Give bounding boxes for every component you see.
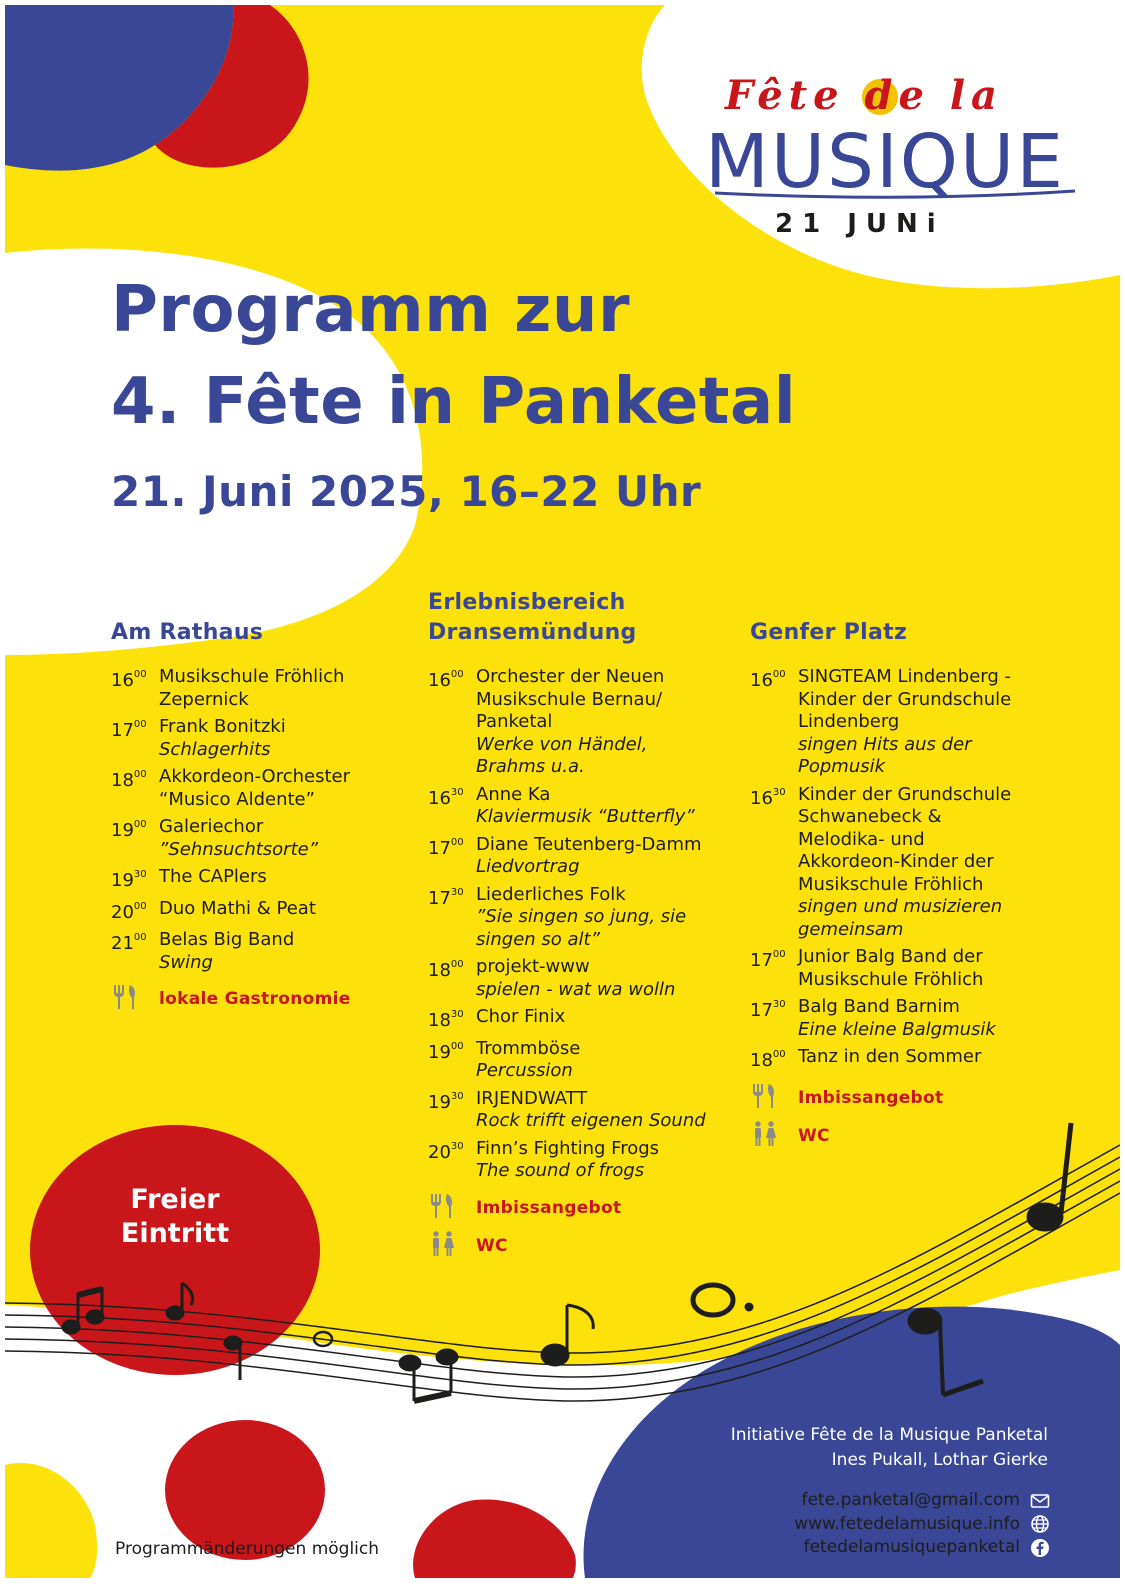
entry-minutes: 30 <box>450 1090 464 1102</box>
entry-minutes: 30 <box>450 1140 464 1152</box>
cutlery-icon <box>111 984 159 1014</box>
performer-description: Percussion <box>476 1060 573 1081</box>
amenity-row <box>111 986 441 1012</box>
program-entry <box>750 946 1080 991</box>
entry-time <box>750 996 798 1041</box>
entry-minutes: 30 <box>772 786 786 798</box>
entry-minutes: 00 <box>450 836 464 848</box>
entry-hour: 16 <box>750 787 773 809</box>
program-entry <box>111 716 441 761</box>
entry-body <box>476 956 758 1001</box>
column-heading <box>428 588 758 648</box>
program-list <box>750 666 1080 1149</box>
toilet-icon <box>428 1231 476 1261</box>
performer-name: The CAPlers <box>159 866 267 887</box>
entry-hour: 18 <box>111 770 134 791</box>
toilet-icon <box>750 1121 798 1151</box>
performer-name: Musikschule Fröhlich <box>159 666 345 687</box>
entry-minutes: 00 <box>133 669 147 680</box>
program-entry <box>750 666 1080 779</box>
entry-time <box>111 766 159 811</box>
performer-name: Finn’s Fighting Frogs <box>476 1137 660 1159</box>
entry-minutes: 00 <box>450 669 464 680</box>
facebook-icon <box>1030 1538 1050 1558</box>
program-list <box>428 666 758 1259</box>
performer-name: Balg Band Barnim <box>798 996 960 1017</box>
column-heading-line: Erlebnisbereich <box>428 590 626 615</box>
entry-time <box>111 666 159 711</box>
entry-time <box>750 784 798 942</box>
performer-name: Lindenberg <box>798 711 900 732</box>
title-line-2: 4. Fête in Panketal <box>111 365 797 439</box>
entry-hour: 17 <box>428 887 451 909</box>
program-entry <box>428 666 758 779</box>
program-entry <box>750 784 1080 942</box>
performer-description: Werke von Händel, <box>476 733 648 755</box>
program-entry <box>750 1046 1080 1073</box>
entry-hour: 19 <box>428 1041 451 1063</box>
performer-name: “Musico Aldente” <box>159 788 315 810</box>
performer-name: IRJENDWATT <box>476 1087 588 1109</box>
globe-icon <box>1030 1514 1050 1534</box>
performer-name: Akkordeon-Kinder der <box>798 851 994 872</box>
performer-description: Klaviermusik “Butterfly” <box>476 806 695 827</box>
quarter-note-1 <box>224 1336 242 1380</box>
entry-body <box>476 1038 758 1083</box>
entry-minutes: 00 <box>772 669 786 680</box>
entry-time <box>428 784 476 829</box>
performer-description: Schlagerhits <box>159 738 271 760</box>
entry-time <box>111 898 159 925</box>
entry-minutes: 00 <box>772 949 786 960</box>
program-entry <box>428 784 758 829</box>
performer-description: singen und musizieren <box>798 896 1003 917</box>
entry-body <box>798 996 1080 1041</box>
entry-body <box>476 1088 758 1133</box>
performer-name: Musikschule Fröhlich <box>798 873 984 895</box>
performer-name: Musikschule Bernau/ <box>476 688 663 710</box>
entry-time <box>428 834 476 879</box>
entry-body <box>798 946 1080 991</box>
amenity-row <box>750 1085 1080 1111</box>
entry-hour: 20 <box>111 901 134 923</box>
performer-name: Musikschule Fröhlich <box>798 968 984 990</box>
amenity-row <box>750 1123 1080 1149</box>
entry-body <box>476 1006 758 1033</box>
entry-hour: 19 <box>111 870 134 891</box>
entry-body <box>159 866 441 893</box>
contact-website[interactable] <box>794 1513 1050 1537</box>
program-entry <box>111 816 441 861</box>
performer-description: ”Sehnsuchtsorte” <box>159 838 319 860</box>
entry-time <box>750 1046 798 1073</box>
column-heading <box>111 588 441 648</box>
title-line-1: Programm zur <box>111 273 631 347</box>
amenity-row <box>428 1195 758 1221</box>
email-text: fete.panketal@gmail.com <box>801 1490 1020 1510</box>
column-dransemuendung <box>428 588 758 1259</box>
entry-time <box>111 716 159 761</box>
performer-description: gemeinsam <box>798 918 904 940</box>
program-entry <box>111 898 441 925</box>
entry-hour: 17 <box>111 720 134 741</box>
entry-body <box>798 784 1080 942</box>
entry-body <box>798 1046 1080 1073</box>
entry-hour: 19 <box>428 1091 451 1113</box>
program-list <box>111 666 441 1012</box>
entry-time <box>111 816 159 861</box>
entry-minutes: 00 <box>450 1040 464 1052</box>
column-heading-line: Am Rathaus <box>111 620 264 645</box>
entry-time <box>428 1088 476 1133</box>
free-entry-badge <box>75 1183 275 1251</box>
organizer-initiative: Initiative Fête de la Musique Panketal <box>730 1425 1048 1445</box>
contact-email[interactable] <box>794 1489 1050 1513</box>
entry-body <box>159 666 441 711</box>
entry-minutes: 30 <box>772 999 786 1010</box>
quarter-note-2 <box>908 1308 983 1395</box>
whole-note-2 <box>693 1285 753 1315</box>
entry-hour: 17 <box>750 1000 773 1021</box>
column-genfer-platz <box>750 588 1080 1149</box>
performer-name: Liederliches Folk <box>476 883 626 905</box>
entry-minutes: 00 <box>133 932 147 943</box>
entry-hour: 16 <box>111 670 134 691</box>
column-heading-line: Dransemündung <box>428 620 637 645</box>
entry-hour: 21 <box>111 933 134 954</box>
program-entry <box>111 766 441 811</box>
entry-time <box>428 1138 476 1183</box>
entry-minutes: 00 <box>133 819 147 830</box>
entry-minutes: 00 <box>772 1049 786 1060</box>
program-changes-note: Programmänderungen möglich <box>115 1539 380 1559</box>
performer-description: Rock trifft eigenen Sound <box>476 1110 706 1131</box>
performer-description: The sound of frogs <box>476 1160 645 1181</box>
performer-name: Zepernick <box>159 688 249 710</box>
program-entry <box>428 1038 758 1083</box>
program-entry <box>428 1138 758 1183</box>
amenity-row <box>428 1233 758 1259</box>
performer-description: Swing <box>159 951 213 973</box>
entry-time <box>111 866 159 893</box>
cutlery-icon <box>750 1083 798 1113</box>
performer-description: ”Sie singen so jung, sie <box>476 906 687 927</box>
entry-body <box>476 1138 758 1183</box>
logo-graphic <box>695 57 1085 247</box>
performer-name: Kinder der Grundschule <box>798 783 1012 805</box>
entry-hour: 18 <box>428 1010 451 1031</box>
performer-description: singen Hits aus der <box>798 733 972 755</box>
performer-name: Kinder der Grundschule <box>798 688 1012 710</box>
entry-hour: 16 <box>428 787 451 809</box>
performer-name: Tanz in den Sommer <box>798 1046 982 1067</box>
performer-name: Chor Finix <box>476 1006 566 1027</box>
amenity-label: WC <box>476 1235 508 1256</box>
entry-hour: 20 <box>428 1141 451 1163</box>
contact-list <box>794 1489 1050 1560</box>
entry-time <box>428 1038 476 1083</box>
performer-name: Frank Bonitzki <box>159 716 286 737</box>
performer-description: Liedvortrag <box>476 856 580 877</box>
free-entry-line-1: Freier <box>130 1184 220 1215</box>
performer-name: SINGTEAM Lindenberg - <box>798 666 1012 687</box>
free-entry-line-2: Eintritt <box>120 1218 230 1249</box>
entry-minutes: 30 <box>450 786 464 798</box>
performer-name: Belas Big Band <box>159 929 295 950</box>
performer-description: Brahms u.a. <box>476 756 585 777</box>
entry-minutes: 00 <box>450 959 464 970</box>
performer-description: Popmusik <box>798 756 886 777</box>
entry-body <box>159 716 441 761</box>
performer-description: Eine kleine Balgmusik <box>798 1018 996 1040</box>
entry-body <box>476 834 758 879</box>
entry-minutes: 30 <box>450 1009 464 1020</box>
performer-description: singen so alt” <box>476 928 600 950</box>
performer-name: Duo Mathi & Peat <box>159 897 316 919</box>
entry-body <box>159 929 441 974</box>
performer-name: Orchester der Neuen <box>476 666 665 687</box>
program-entry <box>428 1088 758 1133</box>
cutlery-icon <box>428 1193 476 1223</box>
entry-hour: 16 <box>428 670 451 691</box>
entry-time <box>428 1006 476 1033</box>
logo-line2: MUSIQUE <box>705 119 1065 205</box>
entry-hour: 16 <box>750 670 773 691</box>
performer-description: spielen - wat wa wolln <box>476 978 676 1000</box>
column-am-rathaus <box>111 588 441 1012</box>
facebook-text: fetedelamusiquepanketal <box>803 1537 1020 1557</box>
performer-name: Panketal <box>476 711 553 732</box>
logo-line1: Fête de la <box>725 72 1003 119</box>
entry-time <box>750 946 798 991</box>
entry-minutes: 00 <box>133 900 147 912</box>
logo-line3: 21 JUNi <box>775 209 945 239</box>
program-entry <box>428 884 758 952</box>
organizer-names: Ines Pukall, Lothar Gierke <box>831 1450 1048 1470</box>
entry-minutes: 00 <box>133 769 147 780</box>
amenity-label: WC <box>798 1125 830 1146</box>
entry-hour: 19 <box>111 820 134 841</box>
amenity-label: Imbissangebot <box>476 1197 622 1218</box>
entry-hour: 17 <box>428 837 451 859</box>
mail-icon <box>1030 1491 1050 1511</box>
program-entry <box>111 929 441 974</box>
entry-hour: 18 <box>428 960 451 981</box>
entry-time <box>428 666 476 779</box>
column-heading <box>750 588 1080 648</box>
website-text: www.fetedelamusique.info <box>794 1513 1020 1534</box>
poster <box>5 5 1120 1578</box>
amenity-label: Imbissangebot <box>798 1087 944 1108</box>
entry-minutes: 00 <box>133 719 147 730</box>
performer-name: Junior Balg Band der <box>798 946 983 967</box>
organizers <box>731 1423 1048 1473</box>
entry-time <box>428 884 476 952</box>
program-entry <box>750 996 1080 1041</box>
performer-name: Trommböse <box>476 1037 581 1059</box>
entry-hour: 17 <box>750 950 773 971</box>
entry-body <box>159 816 441 861</box>
program-entry <box>428 956 758 1001</box>
eighth-note-1 <box>166 1283 193 1320</box>
program-entry <box>428 834 758 879</box>
eighth-note-2 <box>541 1305 593 1366</box>
column-heading-line: Genfer Platz <box>750 620 908 645</box>
performer-name: Melodika- und <box>798 828 925 850</box>
entry-minutes: 30 <box>133 869 147 880</box>
program-entry <box>111 866 441 893</box>
performer-name: projekt-www <box>476 956 590 977</box>
entry-body <box>476 666 758 779</box>
entry-body <box>476 884 758 952</box>
entry-time <box>111 929 159 974</box>
entry-time <box>428 956 476 1001</box>
entry-body <box>798 666 1080 779</box>
entry-body <box>476 784 758 829</box>
entry-body <box>159 898 441 925</box>
program-entry <box>111 666 441 711</box>
performer-name: Galeriechor <box>159 816 264 837</box>
event-date: 21. Juni 2025, 16–22 Uhr <box>111 467 702 516</box>
amenity-label: lokale Gastronomie <box>159 989 351 1009</box>
entry-time <box>750 666 798 779</box>
entry-hour: 18 <box>750 1050 773 1071</box>
fete-de-la-musique-logo <box>695 57 1085 247</box>
performer-name: Diane Teutenberg-Damm <box>476 833 702 855</box>
eighth-notes-pair-1 <box>62 1287 104 1334</box>
entry-minutes: 30 <box>450 886 464 898</box>
contact-facebook[interactable] <box>794 1536 1050 1560</box>
performer-name: Anne Ka <box>476 783 551 805</box>
performer-name: Schwanebeck & <box>798 806 942 827</box>
performer-name: Akkordeon-Orchester <box>159 766 350 787</box>
program-entry <box>428 1006 758 1033</box>
entry-body <box>159 766 441 811</box>
